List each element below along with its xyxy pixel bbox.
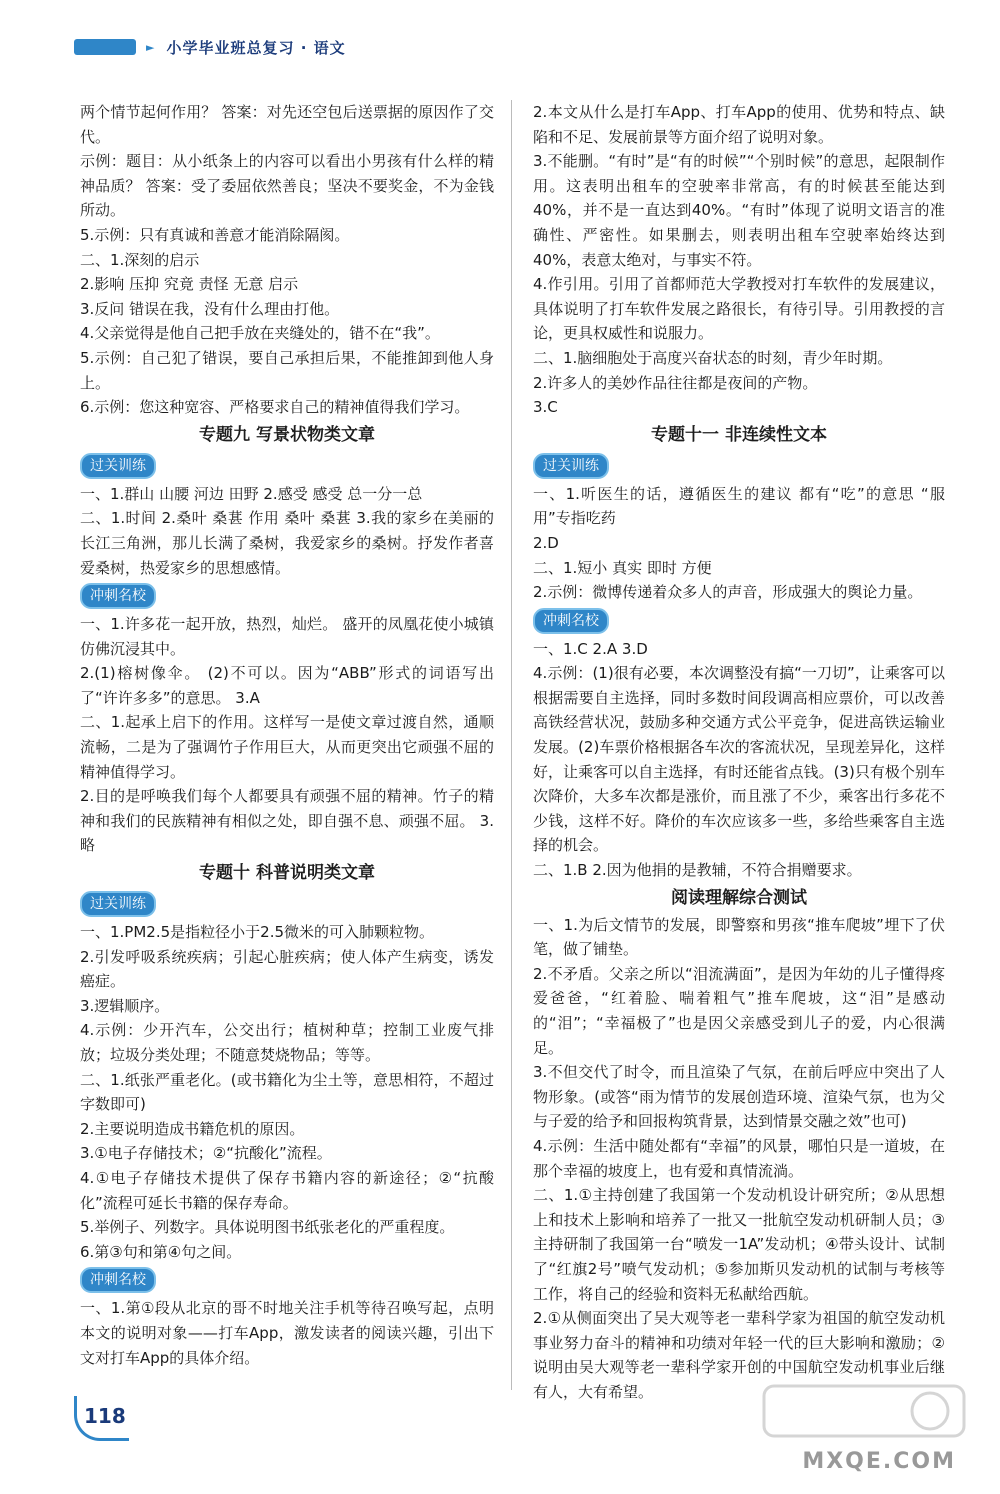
- answer-paragraph: 2.主要说明造成书籍危机的原因。: [80, 1119, 305, 1138]
- answer-paragraph: 3.逻辑顺序。: [80, 996, 170, 1015]
- answer-paragraph: 二、1.脑细胞处于高度兴奋状态的时刻，青少年时期。: [533, 348, 893, 367]
- answer-paragraph: 一、1.为后文情节的发展，即警察和男孩“推车爬坡”埋下了伏笔，做了铺垫。: [533, 915, 945, 959]
- answer-paragraph: 5.示例：自己犯了错误，要自己承担后果，不能推卸到他人身上。: [80, 348, 494, 392]
- column-divider: [511, 100, 512, 1390]
- answer-paragraph: 5.示例：只有真诚和善意才能消除隔阂。: [80, 225, 350, 244]
- section-tag-row: [80, 1264, 494, 1296]
- answer-paragraph: 二、1.深刻的启示: [80, 250, 200, 269]
- answer-paragraph: 2.D: [533, 533, 559, 552]
- section-tag-row: [533, 450, 945, 482]
- answer-paragraph: 5.举例子、列数字。具体说明图书纸张老化的严重程度。: [80, 1218, 455, 1237]
- answer-paragraph: 一、1.群山 山腰 河边 田野 2.感受 感受 总一分一总: [80, 484, 423, 503]
- answer-paragraph: 2.本文从什么是打车App、打车App的使用、优势和特点、缺陷和不足、发展前景等方面介绍了说明对象。: [533, 103, 945, 146]
- answer-paragraph: 6.第③句和第④句之间。: [80, 1242, 242, 1261]
- answer-paragraph: 4.示例：少开汽车，公交出行；植树种草；控制工业废气排放；垃圾分类处理；不随意焚烧物品；等等。: [80, 1021, 494, 1064]
- right-column: [533, 100, 945, 1405]
- answer-paragraph: 二、1.①主持创建了我国第一个发动机设计研究所；②从思想上和技术上影响和培养了一批又一批航空发动机研制人员；③主持研制了我国第一台“喷发一1A”发动机；④带头设计、试制了“红旗2号”喷气发动机；⑤参加斯贝发动机的试制与考核等工作，将自己的经验和资料无私献给西航。: [533, 1186, 945, 1303]
- answer-paragraph: 2.不矛盾。父亲之所以“泪流满面”，是因为年幼的儿子懂得疼爱爸爸，“红着脸、喘着粗气”推车爬坡，这“泪”是感动的“泪”；“幸福极了”也是因父亲感受到儿子的爱，内心很满足。: [533, 964, 945, 1057]
- answer-paragraph: 一、1.第①段从北京的哥不时地关注手机等待召唤写起，点明本文的说明对象——打车App，激发读者的阅读兴趣，引出下文对打车App的具体介绍。: [80, 1299, 494, 1367]
- section-tag-row: [80, 580, 494, 612]
- section-tag: 冲刺名校: [533, 608, 609, 634]
- section-tag: 过关训练: [533, 453, 609, 479]
- answer-paragraph: 2.许多人的美妙作品往往都是夜间的产物。: [533, 373, 818, 392]
- answer-paragraph: 4.作引用。引用了首都师范大学教授对打车软件的发展建议，具体说明了打车软件发展之路很长，有待引导。引用教授的言论，更具权威性和说服力。: [533, 275, 945, 343]
- answer-paragraph: 二、1.B 2.因为他捐的是教辅，不符合捐赠要求。: [533, 861, 862, 880]
- play-arrow-icon: ►: [146, 40, 155, 54]
- answer-paragraph: 3.反问 错误在我，没有什么理由打他。: [80, 299, 340, 318]
- section-tag: 冲刺名校: [80, 1267, 156, 1293]
- header-title: 小学毕业班总复习 · 语文: [166, 38, 346, 57]
- answer-paragraph: 一、1.PM2.5是指粒径小于2.5微米的可入肺颗粒物。: [80, 923, 435, 942]
- answer-paragraph: 4.父亲觉得是他自己把手放在夹缝处的，错不在“我”。: [80, 324, 440, 343]
- header-color-bar: [74, 39, 136, 55]
- answer-paragraph: 两个情节起何作用？ 答案：对先还空包后送票据的原因作了交代。: [80, 103, 494, 146]
- section-tag: 冲刺名校: [80, 583, 156, 609]
- left-column: [80, 100, 494, 1370]
- answer-paragraph: 一、1.听医生的话，遵循医生的建议 都有“吃”的意思 “服用”专指吃药: [533, 484, 945, 528]
- answer-paragraph: 4.示例：(1)很有必要，本次调整没有搞“一刀切”，让乘客可以根据需要自主选择，同时多数时间段调高相应票价，可以改善高铁经营状况，鼓励多种交通方式公平竞争，促进高铁运输业发展。(2)车票价格根据各车次的客流状况，呈现差异化，这样好，让乘客可以自主选择，有时还能省点钱。(3)只有极个别车次降价，大多车次都是涨价，而且涨了不少，乘客出行多花不少钱，这样不好。降价的车次应该多一些，多给些乘客自主选择的机会。: [533, 664, 945, 855]
- answer-paragraph: 二、1.起承上启下的作用。这样写一是使文章过渡自然，通顺流畅，二是为了强调竹子作用巨大，从而更突出它顽强不屈的精神值得学习。: [80, 713, 494, 781]
- answer-paragraph: 2.影响 压抑 究竟 责怪 无意 启示: [80, 275, 299, 294]
- answer-paragraph: 2.示例：微博传递着众多人的声音，形成强大的舆论力量。: [533, 583, 923, 602]
- section-heading: 专题十一 非连续性文本: [651, 424, 827, 445]
- answer-paragraph: 二、1.短小 真实 即时 方便: [533, 558, 712, 577]
- answer-paragraph: 3.C: [533, 398, 558, 417]
- section-tag: 过关训练: [80, 891, 156, 917]
- answer-paragraph: 2.①从侧面突出了吴大观等老一辈科学家为祖国的航空发动机事业努力奋斗的精神和功绩对年轻一代的巨大影响和激励；②说明由吴大观等老一辈科学家开创的中国航空发动机事业后继有人，大有希望。: [533, 1309, 945, 1401]
- answer-paragraph: 4.①电子存储技术提供了保存书籍内容的新途径；②“抗酸化”流程可延长书籍的保存寿命。: [80, 1168, 494, 1212]
- answer-paragraph: 一、1.C 2.A 3.D: [533, 639, 648, 658]
- section-heading: 阅读理解综合测试: [671, 887, 807, 908]
- section-heading: 专题十 科普说明类文章: [199, 863, 375, 884]
- watermark-text: MXQE.COM: [802, 1449, 956, 1474]
- answer-paragraph: 二、1.时间 2.桑叶 桑葚 作用 桑叶 桑葚 3.我的家乡在美丽的长江三角洲，那儿长满了桑树，我爱家乡的桑树。抒发作者喜爱桑树，热爱家乡的思想感情。: [80, 509, 494, 577]
- section-tag-row: [80, 888, 494, 920]
- answer-paragraph: 3.不但交代了时令，而且渲染了气氛，在前后呼应中突出了人物形象。(或答“雨为情节的发展创造环境、渲染气氛，也为父与子爱的给予和回报构筑背景，达到情景交融之效”也可): [533, 1063, 945, 1131]
- answer-paragraph: 3.不能删。“有时”是“有的时候”“个别时候”的意思，起限制作用。这表明出租车的空驶率非常高，有的时候甚至能达到40%，并不是一直达到40%。“有时”体现了说明文语言的准确性、严密性。如果删去，则表明出租车空驶率始终达到40%，表意太绝对，与事实不符。: [533, 152, 945, 269]
- answer-paragraph: 3.①电子存储技术；②“抗酸化”流程。: [80, 1144, 332, 1163]
- page-number: 118: [84, 1404, 126, 1428]
- answer-paragraph: 6.示例：您这种宽容、严格要求自己的精神值得我们学习。: [80, 398, 470, 417]
- answer-paragraph: 一、1.许多花一起开放，热烈，灿烂。 盛开的凤凰花使小城镇仿佛沉浸其中。: [80, 615, 494, 658]
- answer-paragraph: 2.引发呼吸系统疾病；引起心脏疾病；使人体产生病变，诱发癌症。: [80, 947, 494, 991]
- answer-paragraph: 二、1.纸张严重老化。(或书籍化为尘土等，意思相符，不超过字数即可): [80, 1070, 494, 1114]
- section-tag: 过关训练: [80, 453, 156, 479]
- answer-paragraph: 2.目的是呼唤我们每个人都要具有顽强不屈的精神。竹子的精神和我们的民族精神有相似之处，即自强不息、顽强不屈。 3.略: [80, 787, 494, 855]
- page-header: [74, 36, 346, 58]
- section-tag-row: [80, 450, 494, 482]
- answer-paragraph: 示例：题目：从小纸条上的内容可以看出小男孩有什么样的精神品质？ 答案：受了委屈依然善良；坚决不要奖金，不为金钱所动。: [80, 152, 494, 220]
- answer-paragraph: 2.(1)榕树像伞。 (2)不可以。因为“ABB”形式的词语写出了“许许多多”的意思。 3.A: [80, 664, 494, 707]
- section-heading: 专题九 写景状物类文章: [199, 424, 375, 445]
- answer-paragraph: 4.示例：生活中随处都有“幸福”的风景，哪怕只是一道坡，在那个幸福的坡度上，也有爱和真情流淌。: [533, 1136, 945, 1180]
- section-tag-row: [533, 605, 945, 637]
